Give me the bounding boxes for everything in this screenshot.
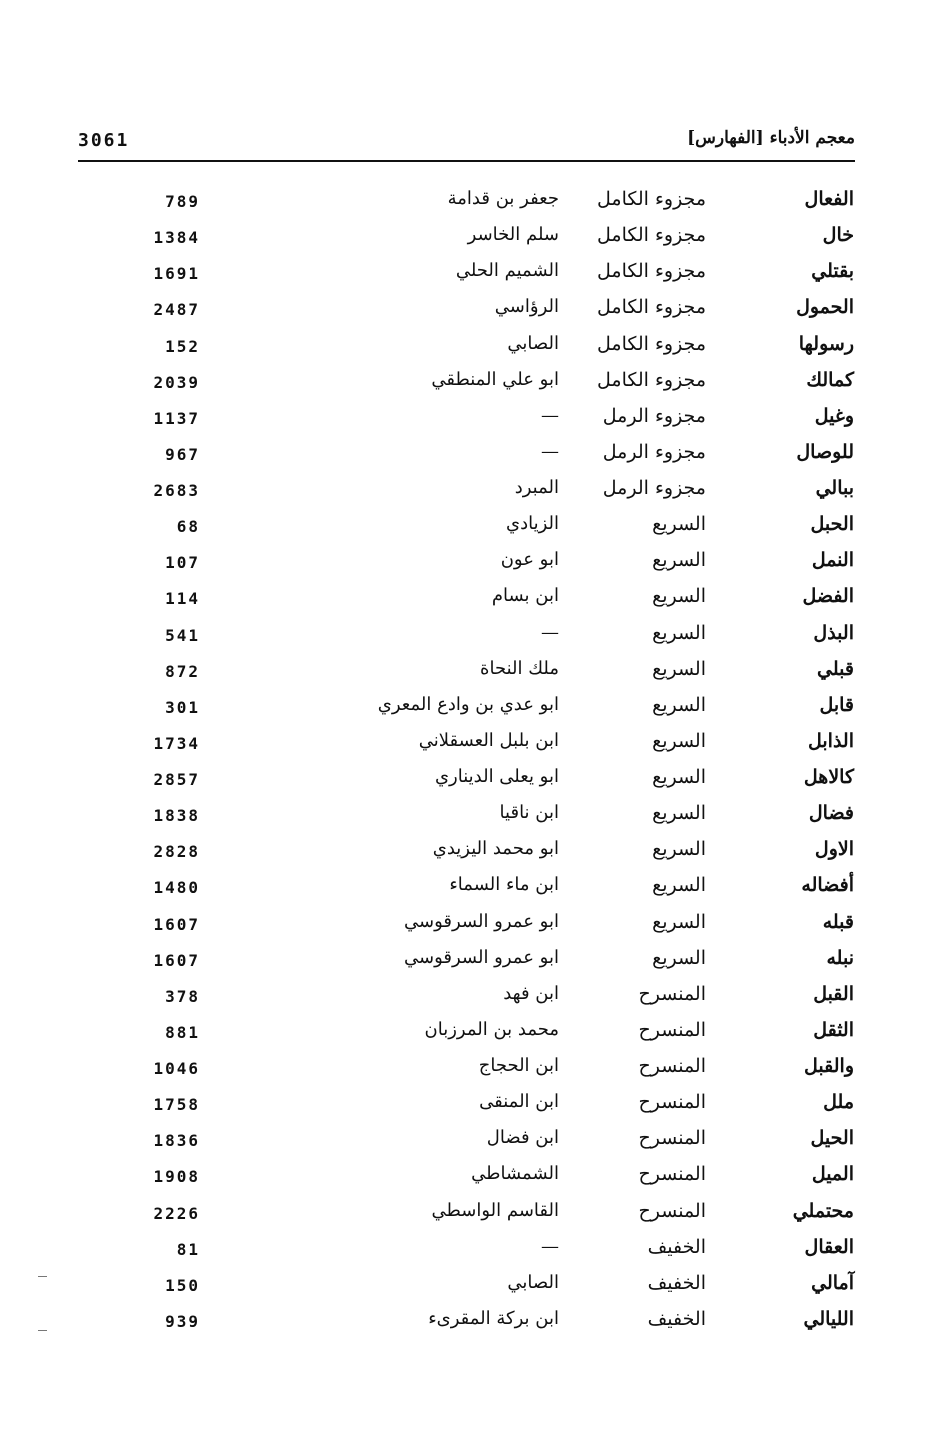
meter-name: السريع	[652, 693, 706, 716]
rhyme-word: العقال	[804, 1235, 854, 1258]
rhyme-word: الذابل	[808, 729, 854, 752]
running-title: معجم الأدباء [الفهارس]	[687, 128, 855, 148]
meter-name: مجزوء الرمل	[602, 404, 706, 427]
poet-name: ملك النحاة	[480, 657, 559, 679]
meter-name: السريع	[652, 802, 706, 825]
table-row	[0, 296, 932, 332]
poet-name: جعفر بن قدامة	[447, 188, 559, 209]
page-header	[78, 128, 855, 162]
poet-name: ابن بركة المقرىء	[428, 1307, 559, 1329]
poet-name: —	[541, 621, 559, 643]
meter-name: مجزوء الكامل	[597, 296, 706, 319]
page-ref: 1480	[153, 878, 200, 898]
poet-name: الرؤاسي	[494, 296, 559, 318]
page-ref: 68	[176, 517, 200, 537]
poet-name: ابن بسام	[491, 585, 559, 607]
page-ref: 2828	[153, 842, 200, 862]
table-row	[0, 333, 932, 369]
page-ref: 967	[165, 444, 200, 464]
table-row	[0, 694, 932, 730]
verse-index-table	[0, 188, 932, 1344]
table-row	[0, 1019, 932, 1055]
margin-mark	[38, 1276, 47, 1277]
page-ref: 881	[165, 1022, 200, 1042]
rhyme-word: الحمول	[796, 296, 854, 319]
meter-name: مجزوء الكامل	[597, 332, 706, 355]
rhyme-word: الليالي	[803, 1307, 854, 1330]
page-ref: 872	[165, 661, 200, 681]
page-ref: 541	[165, 625, 200, 645]
page-ref: 1607	[153, 950, 200, 970]
table-row	[0, 730, 932, 766]
page-ref: 939	[165, 1311, 200, 1331]
page-ref: 114	[165, 589, 200, 609]
meter-name: السريع	[652, 513, 706, 536]
rhyme-word: خال	[822, 224, 854, 247]
rhyme-word: ملل	[823, 1091, 854, 1114]
page-ref: 1046	[153, 1059, 200, 1078]
page-ref: 2039	[153, 372, 200, 392]
poet-name: ابو عمرو السرقوسي	[404, 946, 559, 968]
table-row	[0, 585, 932, 621]
meter-name: السريع	[652, 874, 706, 897]
table-row	[0, 1055, 932, 1091]
meter-name: الخفيف	[647, 1271, 706, 1294]
meter-name: السريع	[652, 766, 706, 788]
page-ref: 789	[165, 192, 200, 211]
rhyme-word: كالاهل	[803, 766, 854, 788]
meter-name: المنسرح	[638, 1055, 706, 1077]
page-ref: 1838	[153, 806, 200, 826]
meter-name: مجزوء الكامل	[597, 188, 706, 210]
rhyme-word: الثقل	[813, 1018, 854, 1041]
table-row	[0, 1200, 932, 1236]
poet-name: ابن بلبل العسقلاني	[418, 729, 559, 751]
meter-name: مجزوء الكامل	[597, 368, 706, 391]
page-ref: 1384	[153, 228, 200, 248]
meter-name: المنسرح	[638, 1199, 706, 1222]
poet-name: ابن المنقى	[479, 1091, 559, 1113]
poet-name: ابن ماء السماء	[449, 874, 559, 896]
page-ref: 1734	[153, 733, 200, 753]
rhyme-word: قابل	[819, 693, 854, 716]
rhyme-word: الفضل	[802, 585, 854, 608]
poet-name: سلم الخاسر	[467, 224, 559, 246]
page-ref: 2857	[153, 770, 200, 789]
table-row	[0, 260, 932, 296]
table-row	[0, 658, 932, 694]
meter-name: السريع	[652, 621, 706, 644]
page-ref: 1836	[153, 1131, 200, 1151]
rhyme-word: فضال	[808, 802, 854, 825]
poet-name: ابو عون	[500, 549, 559, 571]
page-ref: 150	[165, 1275, 200, 1295]
poet-name: الصابي	[507, 332, 559, 354]
rhyme-word: الفعال	[804, 188, 854, 210]
poet-name: ابو عدي بن وادع المعري	[377, 693, 559, 715]
meter-name: السريع	[652, 657, 706, 680]
table-row	[0, 874, 932, 910]
rhyme-word: البذل	[813, 621, 854, 644]
table-row	[0, 188, 932, 224]
table-row	[0, 947, 932, 983]
page-ref: 107	[165, 553, 200, 573]
poet-name: —	[541, 1235, 559, 1257]
meter-name: السريع	[652, 585, 706, 608]
meter-name: مجزوء الكامل	[597, 224, 706, 247]
meter-name: مجزوء الرمل	[602, 477, 706, 499]
meter-name: السريع	[652, 910, 706, 933]
margin-mark	[38, 1330, 47, 1331]
poet-name: ابن ناقيا	[499, 802, 559, 824]
rhyme-word: آمالي	[811, 1271, 854, 1294]
rhyme-word: قبلي	[817, 657, 854, 680]
meter-name: المنسرح	[638, 1091, 706, 1114]
rhyme-word: قبله	[822, 910, 854, 933]
page-ref: 2226	[153, 1203, 200, 1223]
meter-name: مجزوء الرمل	[602, 440, 706, 463]
rhyme-word: والقبل	[804, 1055, 854, 1077]
poet-name: الزيادي	[505, 513, 559, 535]
rhyme-word: رسولها	[798, 332, 854, 355]
rhyme-word: الاول	[814, 838, 854, 861]
table-row	[0, 1308, 932, 1344]
page-ref: 1607	[153, 914, 200, 934]
poet-name: ابن الحجاج	[478, 1055, 559, 1076]
poet-name: ابن فهد	[503, 982, 559, 1004]
rhyme-word: ببالي	[815, 477, 854, 499]
meter-name: الخفيف	[647, 1235, 706, 1258]
page-ref: 1691	[153, 264, 200, 284]
poet-name: القاسم الواسطي	[431, 1199, 559, 1221]
poet-name: المبرد	[514, 477, 559, 498]
meter-name: الخفيف	[647, 1307, 706, 1330]
meter-name: السريع	[652, 838, 706, 861]
poet-name: —	[541, 404, 559, 426]
meter-name: المنسرح	[638, 1127, 706, 1150]
page-ref: 1908	[153, 1167, 200, 1187]
meter-name: المنسرح	[638, 982, 706, 1005]
rhyme-word: القبل	[813, 982, 854, 1005]
table-row	[0, 1163, 932, 1199]
page-ref: 2487	[153, 300, 200, 320]
poet-name: —	[541, 440, 559, 462]
rhyme-word: نبله	[826, 946, 854, 969]
poet-name: ابو علي المنطقي	[431, 368, 559, 390]
table-row	[0, 405, 932, 441]
poet-name: محمد بن المرزبان	[424, 1018, 559, 1040]
page-number: 3061	[78, 130, 130, 151]
rhyme-word: محتملي	[792, 1199, 854, 1222]
page-ref: 301	[165, 697, 200, 717]
rhyme-word: الحبل	[810, 513, 854, 536]
rhyme-word: للوصال	[796, 440, 854, 463]
table-row	[0, 622, 932, 658]
rhyme-word: النمل	[811, 549, 854, 572]
page-ref: 152	[165, 336, 200, 356]
table-row	[0, 911, 932, 947]
poet-name: ابن فضال	[486, 1127, 559, 1149]
meter-name: مجزوء الكامل	[597, 260, 706, 283]
page-ref: 1758	[153, 1095, 200, 1115]
table-row	[0, 224, 932, 260]
table-row	[0, 549, 932, 585]
table-row	[0, 513, 932, 549]
table-row	[0, 441, 932, 477]
meter-name: المنسرح	[638, 1018, 706, 1041]
rhyme-word: أفضاله	[801, 874, 854, 897]
page-ref: 2683	[153, 481, 200, 500]
poet-name: الشمشاطي	[471, 1163, 559, 1185]
table-row	[0, 1236, 932, 1272]
table-row	[0, 477, 932, 513]
rhyme-word: كمالك	[806, 368, 854, 391]
poet-name: الشميم الحلي	[455, 260, 559, 282]
meter-name: المنسرح	[638, 1163, 706, 1186]
table-row	[0, 1272, 932, 1308]
table-row	[0, 983, 932, 1019]
page-ref: 378	[165, 986, 200, 1006]
table-row	[0, 802, 932, 838]
rhyme-word: الميل	[811, 1163, 854, 1186]
page-ref: 81	[176, 1239, 200, 1259]
poet-name: ابو عمرو السرقوسي	[404, 910, 559, 932]
rhyme-word: وغيل	[814, 404, 854, 427]
meter-name: السريع	[652, 549, 706, 572]
rhyme-word: الحيل	[810, 1127, 854, 1150]
page-ref: 1137	[153, 408, 200, 428]
poet-name: ابو محمد اليزيدي	[432, 838, 559, 860]
poet-name: الصابي	[507, 1271, 559, 1293]
table-row	[0, 1127, 932, 1163]
rhyme-word: بقتلي	[811, 260, 854, 283]
table-row	[0, 1091, 932, 1127]
table-row	[0, 766, 932, 802]
table-row	[0, 838, 932, 874]
meter-name: السريع	[652, 729, 706, 752]
meter-name: السريع	[652, 946, 706, 969]
poet-name: ابو يعلى الديناري	[434, 766, 559, 787]
table-row	[0, 369, 932, 405]
